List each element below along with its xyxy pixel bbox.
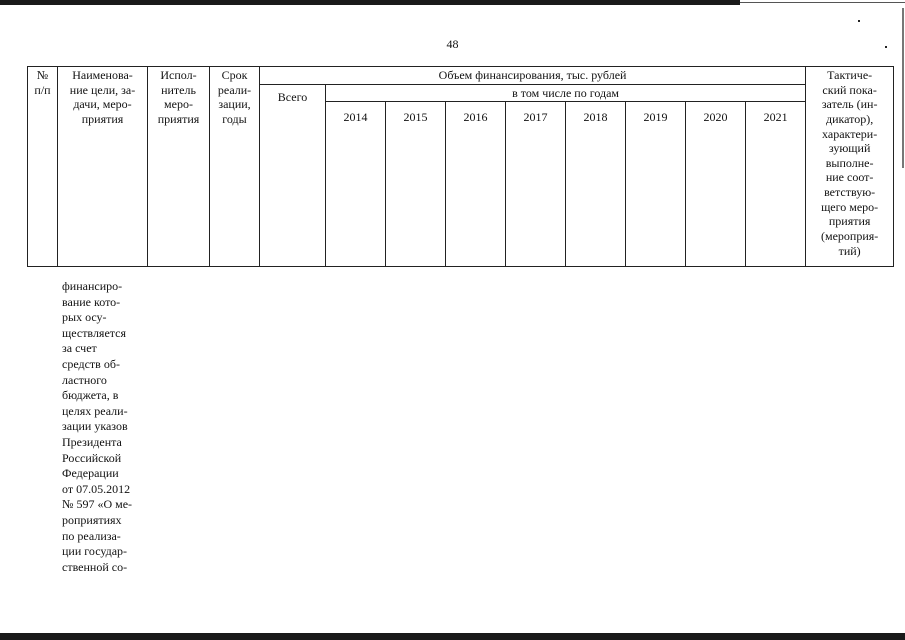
col-header-year: 2016 bbox=[446, 102, 506, 267]
col-header-name: Наименова- ние цели, за- дачи, меро- приятия bbox=[58, 67, 148, 267]
scan-edge-top-thin bbox=[740, 2, 905, 3]
col-header-total bbox=[260, 84, 326, 267]
col-header-executor: Испол- нитель меро- приятия bbox=[148, 67, 210, 267]
col-header-indicator: Тактиче- ский пока- затель (ин- дикатор), характери- зующий выполне- ние соот- ветствую- щего меро- приятия (мероприя- тий) bbox=[806, 67, 894, 267]
col-header-term: Срок реали- зации, годы bbox=[210, 67, 260, 267]
financing-table bbox=[27, 66, 894, 267]
col-header-total-label: Всего bbox=[277, 89, 308, 104]
col-header-year: 2018 bbox=[566, 102, 626, 267]
col-header-number: № п/п bbox=[28, 67, 58, 267]
col-header-by-years: в том числе по годам bbox=[326, 84, 806, 102]
table-header bbox=[28, 67, 894, 267]
page-number: 48 bbox=[446, 37, 459, 51]
scan-edge-right bbox=[902, 8, 904, 168]
col-header-year: 2019 bbox=[626, 102, 686, 267]
header-row-1 bbox=[28, 67, 894, 85]
col-header-year: 2017 bbox=[506, 102, 566, 267]
scan-edge-top bbox=[0, 0, 740, 5]
scan-edge-bottom bbox=[0, 633, 905, 640]
col-header-year: 2020 bbox=[686, 102, 746, 267]
scan-speck bbox=[858, 20, 860, 22]
col-header-year: 2014 bbox=[326, 102, 386, 267]
col-header-year: 2021 bbox=[746, 102, 806, 267]
col-header-funding: Объем финансирования, тыс. рублей bbox=[260, 67, 806, 85]
col-header-year: 2015 bbox=[386, 102, 446, 267]
measure-name-continuation: финансиро- вание кото- рых осу- ществляется за счет средств об- ластного бюджета, в целях реали- зации указов Президента Российской Федерации от 07.05.2012 № 597 «О ме- роприятиях по реализа- ции государ- ственной со- bbox=[62, 279, 133, 574]
